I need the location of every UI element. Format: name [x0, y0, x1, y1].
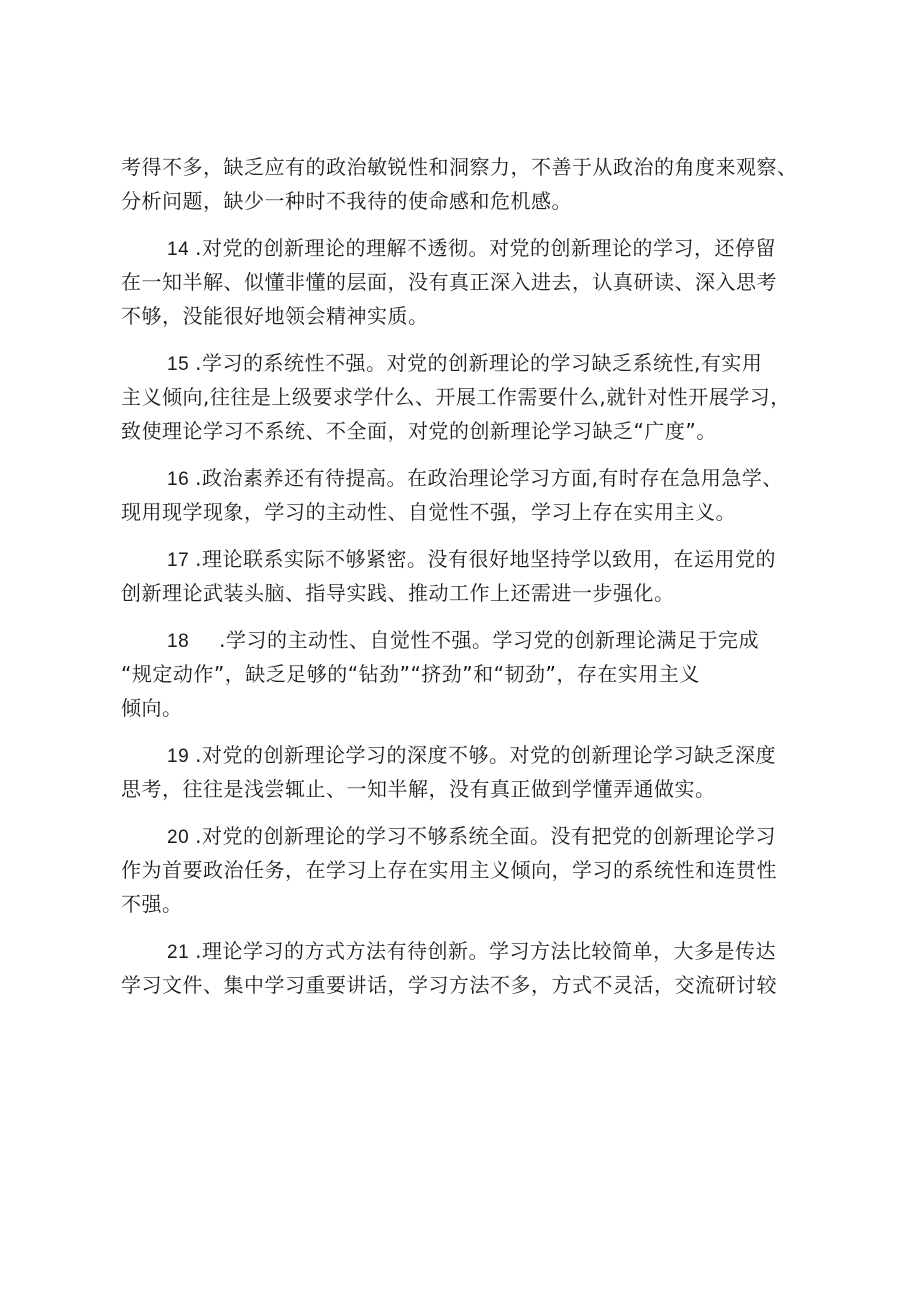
document-body: [121, 150, 817, 1002]
text-line: .对党的创新理论学习的深度不够。对党的创新理论学习缺乏深度: [195, 743, 776, 767]
item-number: 18: [167, 631, 190, 652]
item-number: 16: [167, 469, 190, 490]
item-number: 14: [167, 239, 190, 260]
continuation-paragraph: [121, 150, 817, 218]
text-line: 考得不多，缺乏应有的政治敏锐性和洞察力，不善于从政治的角度来观察、: [121, 155, 798, 179]
text-line: 致使理论学习不系统、不全面，对党的创新理论学习缺乏“广度”。: [121, 419, 717, 443]
text-line: 作为首要政治任务，在学习上存在实用主义倾向，学习的系统性和连贯性: [121, 858, 777, 882]
item-number: 17: [167, 550, 190, 571]
text-line: .对党的创新理论的理解不透彻。对党的创新理论的学习，还停留: [195, 236, 776, 260]
text-line: 主义倾向,往往是上级要求学什么、开展工作需要什么,就针对性开展学习，: [121, 385, 791, 409]
item-number: 15: [167, 354, 190, 375]
text-line: 创新理论武装头脑、指导实践、推动工作上还需进一步强化。: [121, 581, 675, 605]
list-item-19: [121, 738, 817, 806]
list-item-20: [121, 819, 817, 921]
text-line: 不够，没能很好地领会精神实质。: [121, 304, 429, 328]
list-item-15: [121, 346, 817, 448]
text-line: .政治素养还有待提高。在政治理论学习方面,有时存在急用急学、: [195, 466, 783, 490]
item-number: 19: [167, 746, 190, 767]
text-line: .对党的创新理论的学习不够系统全面。没有把党的创新理论学习: [195, 824, 776, 848]
item-number: 20: [167, 827, 190, 848]
text-line: 现用现学现象，学习的主动性、自觉性不强，学习上存在实用主义。: [121, 500, 736, 524]
text-line: 学习文件、集中学习重要讲话，学习方法不多，方式不灵活，交流研讨较: [121, 973, 777, 997]
text-line: 思考，往往是浅尝辄止、一知半解，没有真正做到学懂弄通做实。: [121, 777, 716, 801]
text-line: .学习的主动性、自觉性不强。学习党的创新理论满足于完成: [219, 628, 759, 652]
item-number: 21: [167, 942, 190, 963]
text-line: 不强。: [121, 892, 183, 916]
list-item-14: [121, 231, 817, 333]
list-item-16: [121, 461, 817, 529]
text-line: 在一知半解、似懂非懂的层面，没有真正深入进去，认真研读、深入思考: [121, 270, 777, 294]
text-line: .理论学习的方式方法有待创新。学习方法比较简单，大多是传达: [195, 939, 776, 963]
list-item-17: [121, 542, 817, 610]
text-line: 分析问题，缺少一种时不我待的使命感和危机感。: [121, 189, 572, 213]
text-line: “规定动作”，缺乏足够的“钻劲”“挤劲”和“韧劲”，存在实用主义: [121, 662, 700, 686]
text-line: .学习的系统性不强。对党的创新理论的学习缺乏系统性,有实用: [195, 351, 763, 375]
text-line: 倾向。: [121, 696, 183, 720]
list-item-21: [121, 934, 817, 1002]
list-item-18: [121, 623, 817, 725]
text-line: .理论联系实际不够紧密。没有很好地坚持学以致用，在运用党的: [195, 547, 776, 571]
